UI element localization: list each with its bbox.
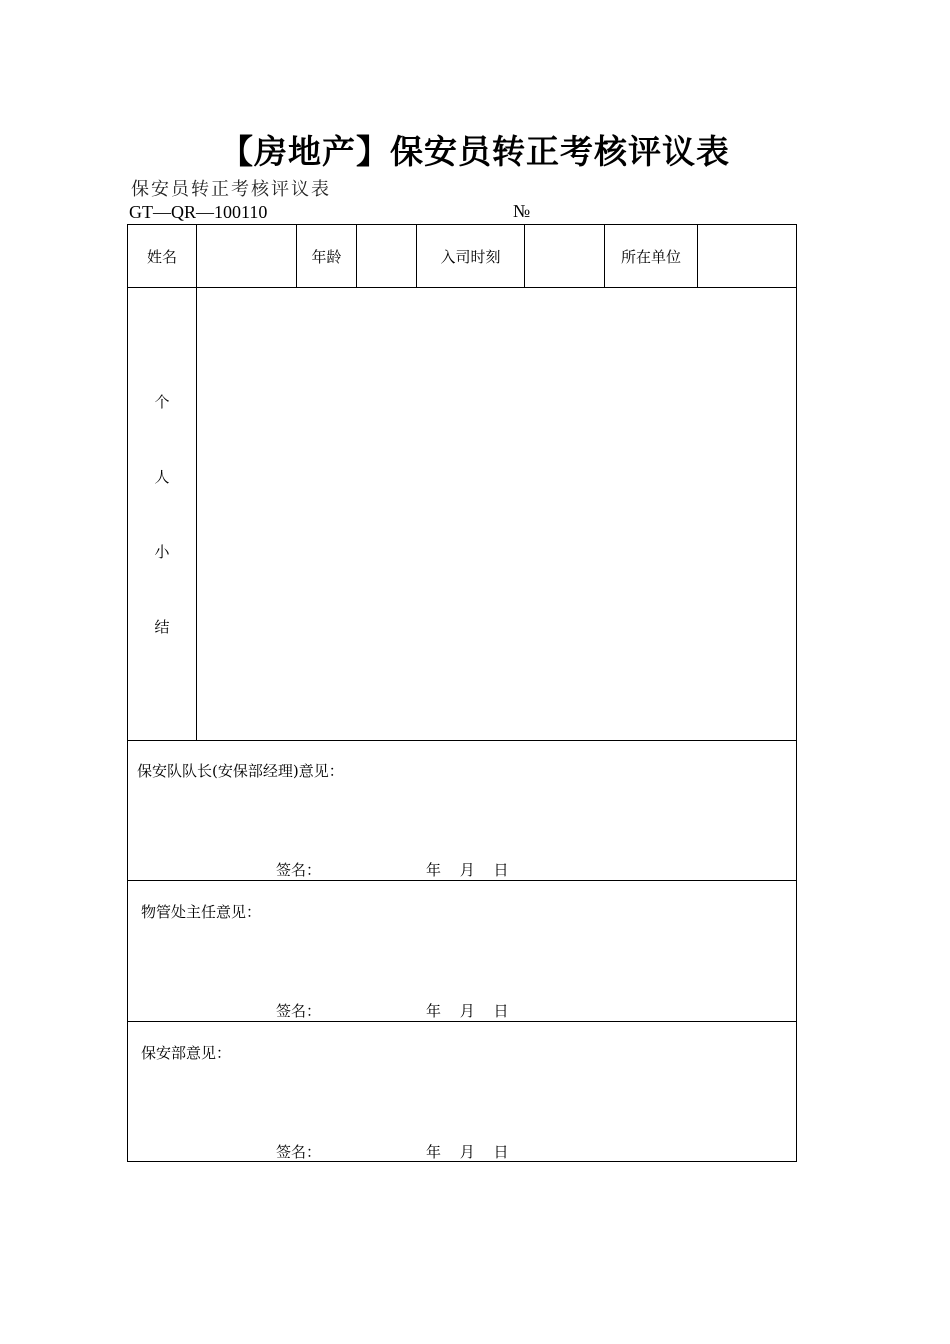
captain-opinion-section[interactable] — [128, 740, 796, 881]
personal-summary-field[interactable] — [197, 287, 796, 740]
signature-label: 签名： — [276, 861, 322, 879]
captain-opinion-label: 保安队队长(安保部经理)意见： — [137, 762, 344, 780]
join-time-value-cell[interactable] — [525, 225, 605, 287]
property-director-opinion-label: 物管处主任意见： — [141, 903, 262, 921]
signature-label: 签名： — [276, 1143, 322, 1161]
name-value-cell[interactable] — [197, 225, 297, 287]
property-director-opinion-section[interactable] — [128, 881, 796, 1022]
security-dept-opinion-section[interactable] — [128, 1022, 796, 1162]
date-label: 年 月 日 — [426, 861, 509, 879]
form-code: GT—QR—100110 — [129, 202, 268, 222]
unit-value-cell[interactable] — [698, 225, 796, 287]
date-label: 年 月 日 — [426, 1143, 509, 1161]
personal-summary-row — [128, 287, 796, 741]
signature-label: 签名： — [276, 1002, 322, 1020]
summary-label-char: 结 — [154, 618, 170, 636]
name-label: 姓名 — [128, 225, 197, 287]
join-time-label: 入司时刻 — [417, 225, 525, 287]
summary-label-char: 个 — [154, 393, 170, 411]
number-mark: № — [513, 201, 531, 221]
age-label: 年龄 — [297, 225, 357, 287]
summary-label-char: 人 — [154, 468, 170, 486]
page-title: 【房地产】保安员转正考核评议表 — [220, 132, 730, 171]
unit-label: 所在单位 — [605, 225, 698, 287]
security-dept-opinion-label: 保安部意见： — [141, 1044, 232, 1062]
age-value-cell[interactable] — [357, 225, 417, 287]
personal-summary-label — [128, 287, 197, 740]
date-label: 年 月 日 — [426, 1002, 509, 1020]
form-subtitle: 保安员转正考核评议表 — [131, 179, 331, 200]
evaluation-form — [127, 224, 797, 1162]
summary-label-char: 小 — [154, 543, 170, 561]
basic-info-row — [128, 225, 796, 288]
